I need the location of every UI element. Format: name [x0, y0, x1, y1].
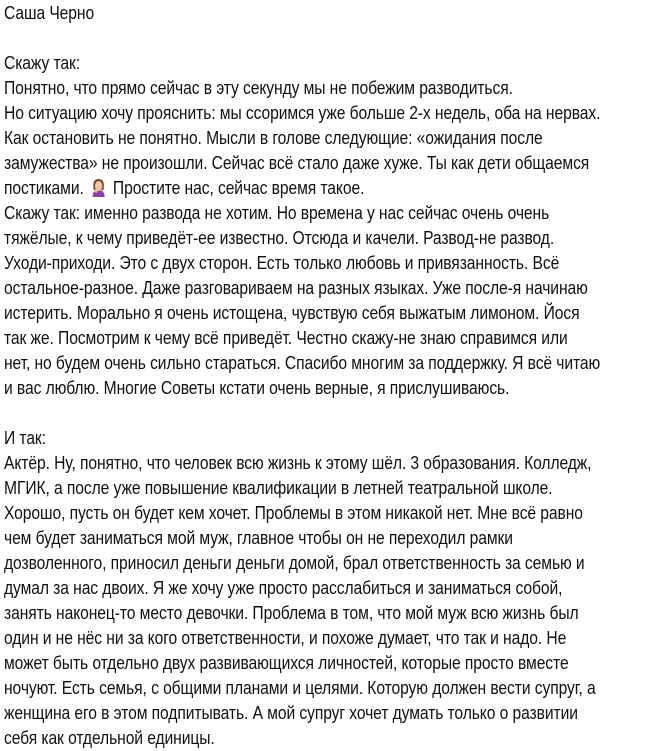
paragraph-line: женщина его в этом подпитывать. А мой супруг хочет думать только о развитии	[4, 703, 578, 723]
paragraph-line: дозволенного, приносил деньги деньги домой, брал ответственность за семью и	[4, 553, 585, 573]
section-heading: Скажу так:	[4, 53, 81, 73]
paragraph-line: один и не нёс ни за кого ответственности, и похоже думает, что так и надо. Не	[4, 628, 567, 648]
section-2	[4, 426, 670, 751]
text-before-emoji: постиками.	[4, 178, 84, 198]
paragraph-line: тяжёлые, к чему приведёт-ее известно. Отсюда и качели. Развод-не развод.	[4, 228, 555, 248]
woman-facepalming-emoji-icon	[90, 177, 107, 197]
paragraph-line: ночуют. Есть семья, с общими планами и целями. Которую должен вести супруг, а	[4, 678, 596, 698]
paragraph-line: остальное-разное. Даже разговариваем на разных языках. Уже после-я начинаю	[4, 278, 588, 298]
paragraph-line: Хорошо, пусть он будет кем хочет. Проблемы в этом никакой нет. Мне всё равно	[4, 503, 583, 523]
author-name: Саша Черно	[4, 3, 95, 23]
paragraph-line: МГИК, а после уже повышение квалификации в летней театральной школе.	[4, 478, 553, 498]
paragraph-line: Актёр. Ну, понятно, что человек всю жизнь к этому шёл. 3 образования. Колледж,	[4, 453, 592, 473]
paragraph-line: замужества» не произошли. Сейчас всё стало даже хуже. Ты как дети общаемся	[4, 153, 590, 173]
paragraph-line: занять наконец-то место девочки. Проблема в том, что мой муж всю жизнь был	[4, 603, 579, 623]
paragraph-line-with-emoji	[4, 176, 577, 201]
section-1	[4, 51, 670, 401]
paragraph-line: Но ситуацию хочу прояснить: мы ссоримся уже больше 2-х недель, оба на нервах.	[4, 103, 601, 123]
paragraph-line: чем будет заниматься мой муж, главное чтобы он не переходил рамки	[4, 528, 513, 548]
text-after-emoji: Простите нас, сейчас время такое.	[112, 178, 365, 198]
section-heading: И так:	[4, 428, 46, 448]
paragraph-line: думал за нас двоих. Я же хочу уже просто расслабиться и заниматься собой,	[4, 578, 563, 598]
paragraph-line: и вас люблю. Многие Советы кстати очень верные, я прислушиваюсь.	[4, 378, 510, 398]
paragraph-line: себя как отдельной единицы.	[4, 728, 215, 748]
paragraph-line: Уходи-приходи. Это с двух сторон. Есть только любовь и привязанность. Всё	[4, 253, 560, 273]
paragraph-line: может быть отдельно двух развивающихся личностей, которые просто вместе	[4, 653, 569, 673]
paragraph-line: Понятно, что прямо сейчас в эту секунду мы не побежим разводиться.	[4, 78, 513, 98]
paragraph-line: истерить. Морально я очень истощена, чувствую себя выжатым лимоном. Йося	[4, 303, 580, 323]
spacer	[4, 401, 670, 426]
paragraph-line: нет, но будем очень сильно стараться. Спасибо многим за поддержку. Я всё читаю	[4, 353, 601, 373]
spacer	[4, 26, 670, 51]
paragraph-line: так же. Посмотрим к чему всё приведёт. Честно скажу-не знаю справимся или	[4, 328, 568, 348]
paragraph-line: Как остановить не понятно. Мысли в голове следующие: «ожидания после	[4, 128, 543, 148]
paragraph-line: Скажу так: именно развода не хотим. Но времена у нас сейчас очень очень	[4, 203, 550, 223]
